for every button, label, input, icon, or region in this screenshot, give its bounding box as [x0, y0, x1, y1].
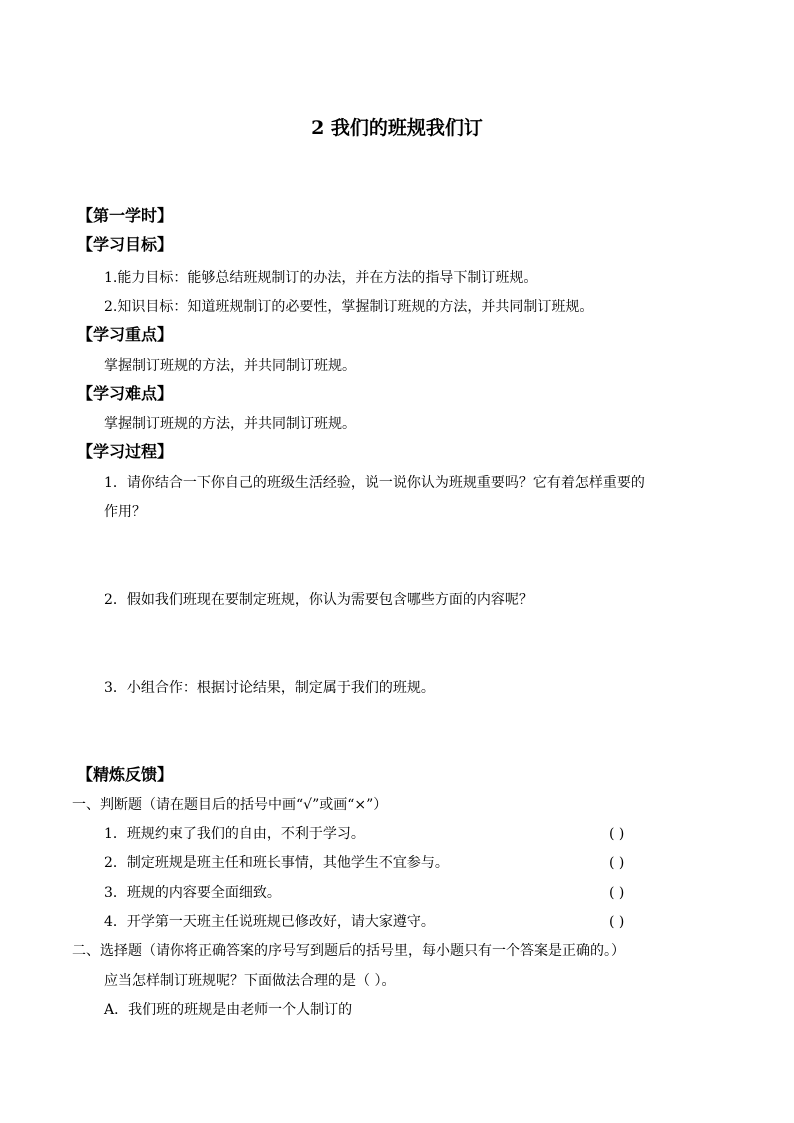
- choice-title: 二、选择题（请你将正确答案的序号写到题后的括号里，每小题只有一个答案是正确的。）: [72, 943, 625, 959]
- goal-item: 1.能力目标：能够总结班规制订的办法，并在方法的指导下制订班规。: [104, 270, 538, 286]
- key-points-text: 掌握制订班规的方法，并共同制订班规。: [104, 358, 356, 374]
- answer-paren[interactable]: ( ): [609, 885, 625, 901]
- process-item: 2．假如我们班现在要制定班规，你认为需要包含哪些方面的内容呢？: [104, 592, 533, 608]
- key-points-heading: 【学习重点】: [77, 325, 174, 344]
- goal-item: 2.知识目标：知道班规制订的必要性，掌握制订班规的方法，并共同制订班规。: [104, 299, 594, 315]
- process-item: 作用？: [104, 504, 146, 520]
- answer-paren[interactable]: ( ): [609, 914, 625, 930]
- goals-heading: 【学习目标】: [77, 235, 174, 254]
- judge-item: 4．开学第一天班主任说班规已修改好，请大家遵守。: [104, 914, 435, 930]
- difficulties-heading: 【学习难点】: [77, 384, 174, 403]
- judge-item: 3．班规的内容要全面细致。: [104, 885, 281, 901]
- process-heading: 【学习过程】: [77, 442, 174, 461]
- answer-paren[interactable]: ( ): [609, 855, 625, 871]
- process-item: 3．小组合作：根据讨论结果，制定属于我们的班规。: [104, 680, 435, 696]
- difficulties-text: 掌握制订班规的方法，并共同制订班规。: [104, 416, 356, 432]
- answer-paren[interactable]: ( ): [609, 826, 625, 842]
- process-item: 1．请你结合一下你自己的班级生活经验，说一说你认为班规重要吗？它有着怎样重要的: [104, 475, 645, 491]
- judge-title: 一、判断题（请在题目后的括号中画“√”或画“×”）: [72, 797, 388, 813]
- judge-item: 1．班规约束了我们的自由，不利于学习。: [104, 826, 365, 842]
- choice-option: A．我们班的班规是由老师一个人制订的: [104, 1002, 353, 1018]
- judge-item: 2．制定班规是班主任和班长事情，其他学生不宜参与。: [104, 855, 449, 871]
- choice-question: 应当怎样制订班规呢？下面做法合理的是（ ）。: [104, 973, 396, 989]
- page-title: 2 我们的班规我们订: [311, 117, 483, 139]
- period-heading: 【第一学时】: [77, 206, 174, 225]
- practice-heading: 【精炼反馈】: [77, 765, 174, 784]
